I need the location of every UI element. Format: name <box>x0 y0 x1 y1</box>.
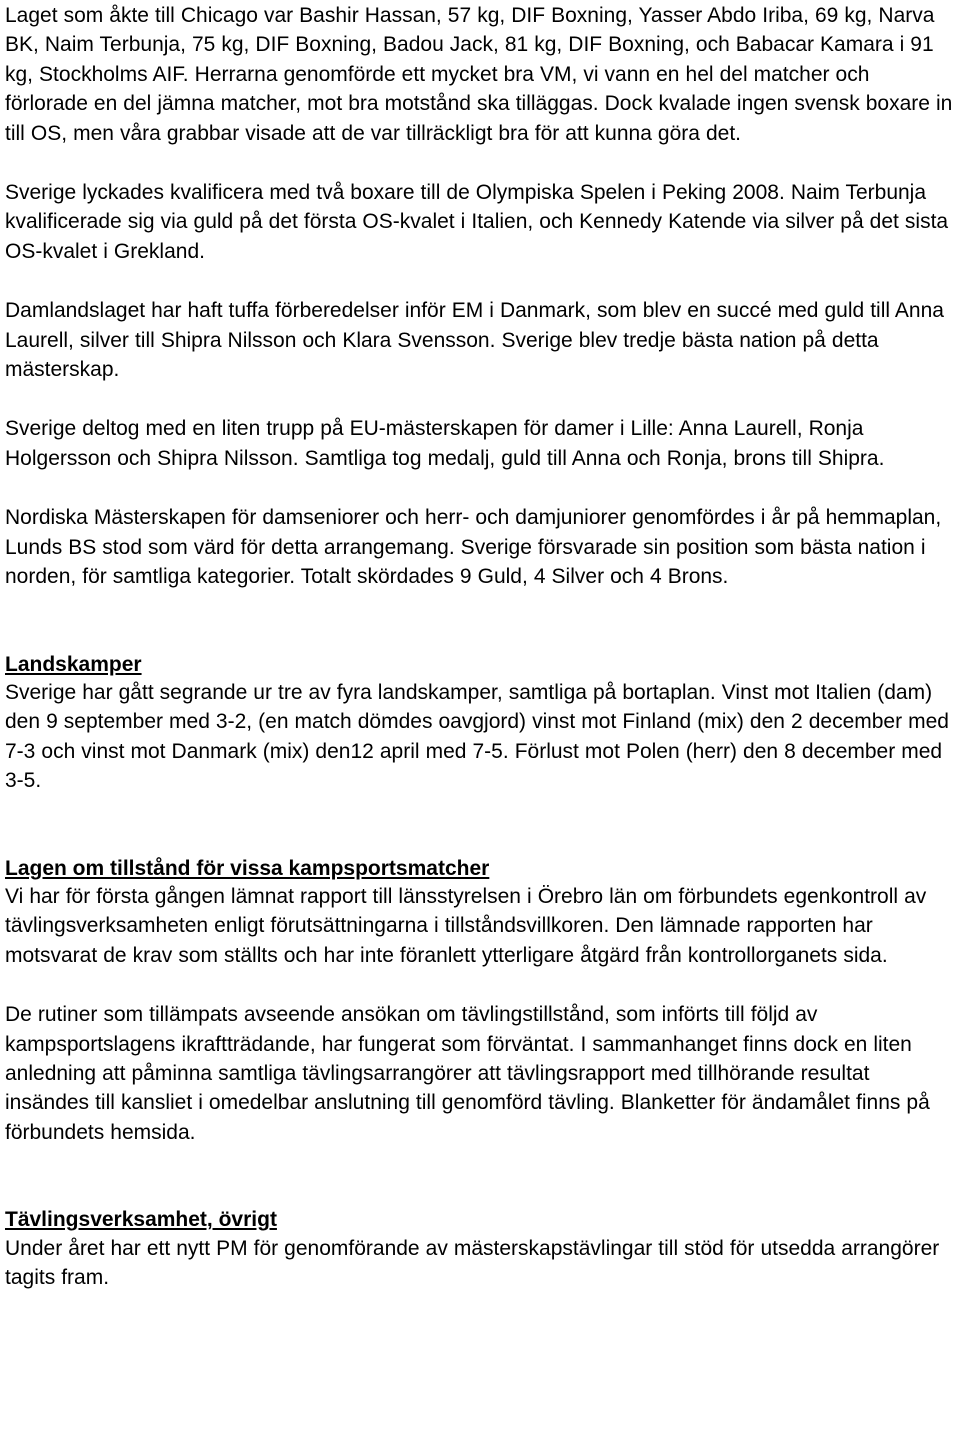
paragraph-eu-championships: Sverige deltog med en liten trupp på EU-mästerskapen för damer i Lille: Anna Laurell, Ronja Holgersson och Shipra Nilsson. Samtliga tog medalj, guld till Anna och Ronja, brons till Shipra. <box>5 417 885 470</box>
section-lagen <box>5 854 955 1148</box>
paragraph-nordic-championships: Nordiska Mästerskapen för damseniorer och herr- och damjuniorer genomfördes i år på hemmaplan, Lunds BS stod som värd för detta arrangemang. Sverige försvarade sin position som bästa nation i norden, för samtliga kategorier. Totalt skördades 9 Guld, 4 Silver och 4 Brons. <box>5 506 942 589</box>
section-landskamper <box>5 650 955 796</box>
section-heading-landskamper: Landskamper <box>5 652 142 676</box>
paragraph-women-em: Damlandslaget har haft tuffa förberedelser inför EM i Danmark, som blev en succé med guld till Anna Laurell, silver till Shipra Nilsson och Klara Svensson. Sverige blev tredje bästa nation på detta mästerskap. <box>5 299 944 382</box>
section-body-tavlingsverksamhet: Under året har ett nytt PM för genomförande av mästerskapstävlingar till stöd för utsedda arrangörer tagits fram. <box>5 1236 940 1289</box>
section-body-lagen: Vi har för första gången lämnat rapport till länsstyrelsen i Örebro län om förbundets egenkontroll av tävlingsverksamheten enligt förutsättningarna i tillståndsvillkoren. Den lämnade rapporten har motsvarat de krav som ställts och har inte föranlett ytterligare åtgärd från kontrollorganets sida. <box>5 884 927 967</box>
section-heading-lagen: Lagen om tillstånd för vissa kampsportsmatcher <box>5 856 490 880</box>
paragraph-vm-team: Laget som åkte till Chicago var Bashir Hassan, 57 kg, DIF Boxning, Yasser Abdo Iriba, 69 kg, Narva BK, Naim Terbunja, 75 kg, DIF Boxning, Badou Jack, 81 kg, DIF Boxning, och Babacar Kamara i 91 kg, Stockholms AIF. Herrarna genomförde ett mycket bra VM, vi vann en hel del matcher och förlorade en del jämna matcher, mot bra motstånd ska tilläggas. Dock kvalade ingen svensk boxare in till OS, men våra grabbar visade att de var tillräckligt bra för att kunna göra det. <box>5 4 953 145</box>
section-heading-tavlingsverksamhet: Tävlingsverksamhet, övrigt <box>5 1208 277 1232</box>
section-body-landskamper: Sverige har gått segrande ur tre av fyra landskamper, samtliga på bortaplan. Vinst mot Italien (dam) den 9 september med 3-2, (en match dömdes oavgjord) vinst mot Finland (mix) den 2 december med 7-3 och vinst mot Danmark (mix) den12 april med 7-5. Förlust mot Polen (herr) den 8 december med 3-5. <box>5 680 949 793</box>
section-tavlingsverksamhet <box>5 1205 955 1292</box>
paragraph-olympic-qualification: Sverige lyckades kvalificera med två boxare till de Olympiska Spelen i Peking 2008. Naim Terbunja kvalificerade sig via guld på det första OS-kvalet i Italien, och Kennedy Katende via silver på det sista OS-kvalet i Grekland. <box>5 181 949 263</box>
section-body-lagen-rutiner: De rutiner som tillämpats avseende ansökan om tävlingstillstånd, som införts till följd av kampsportslagens ikraftträdande, har fungerat som förväntat. I sammanhanget finns dock en liten anledning att påminna samtliga tävlingsarrangörer att tävlingsrapport med tillhörande resultat insändes till kansliet i omedelbar anslutning till genomförd tävling. Blanketter för ändamålet finns på förbundets hemsida. <box>5 1003 930 1144</box>
document-page <box>5 0 955 1292</box>
